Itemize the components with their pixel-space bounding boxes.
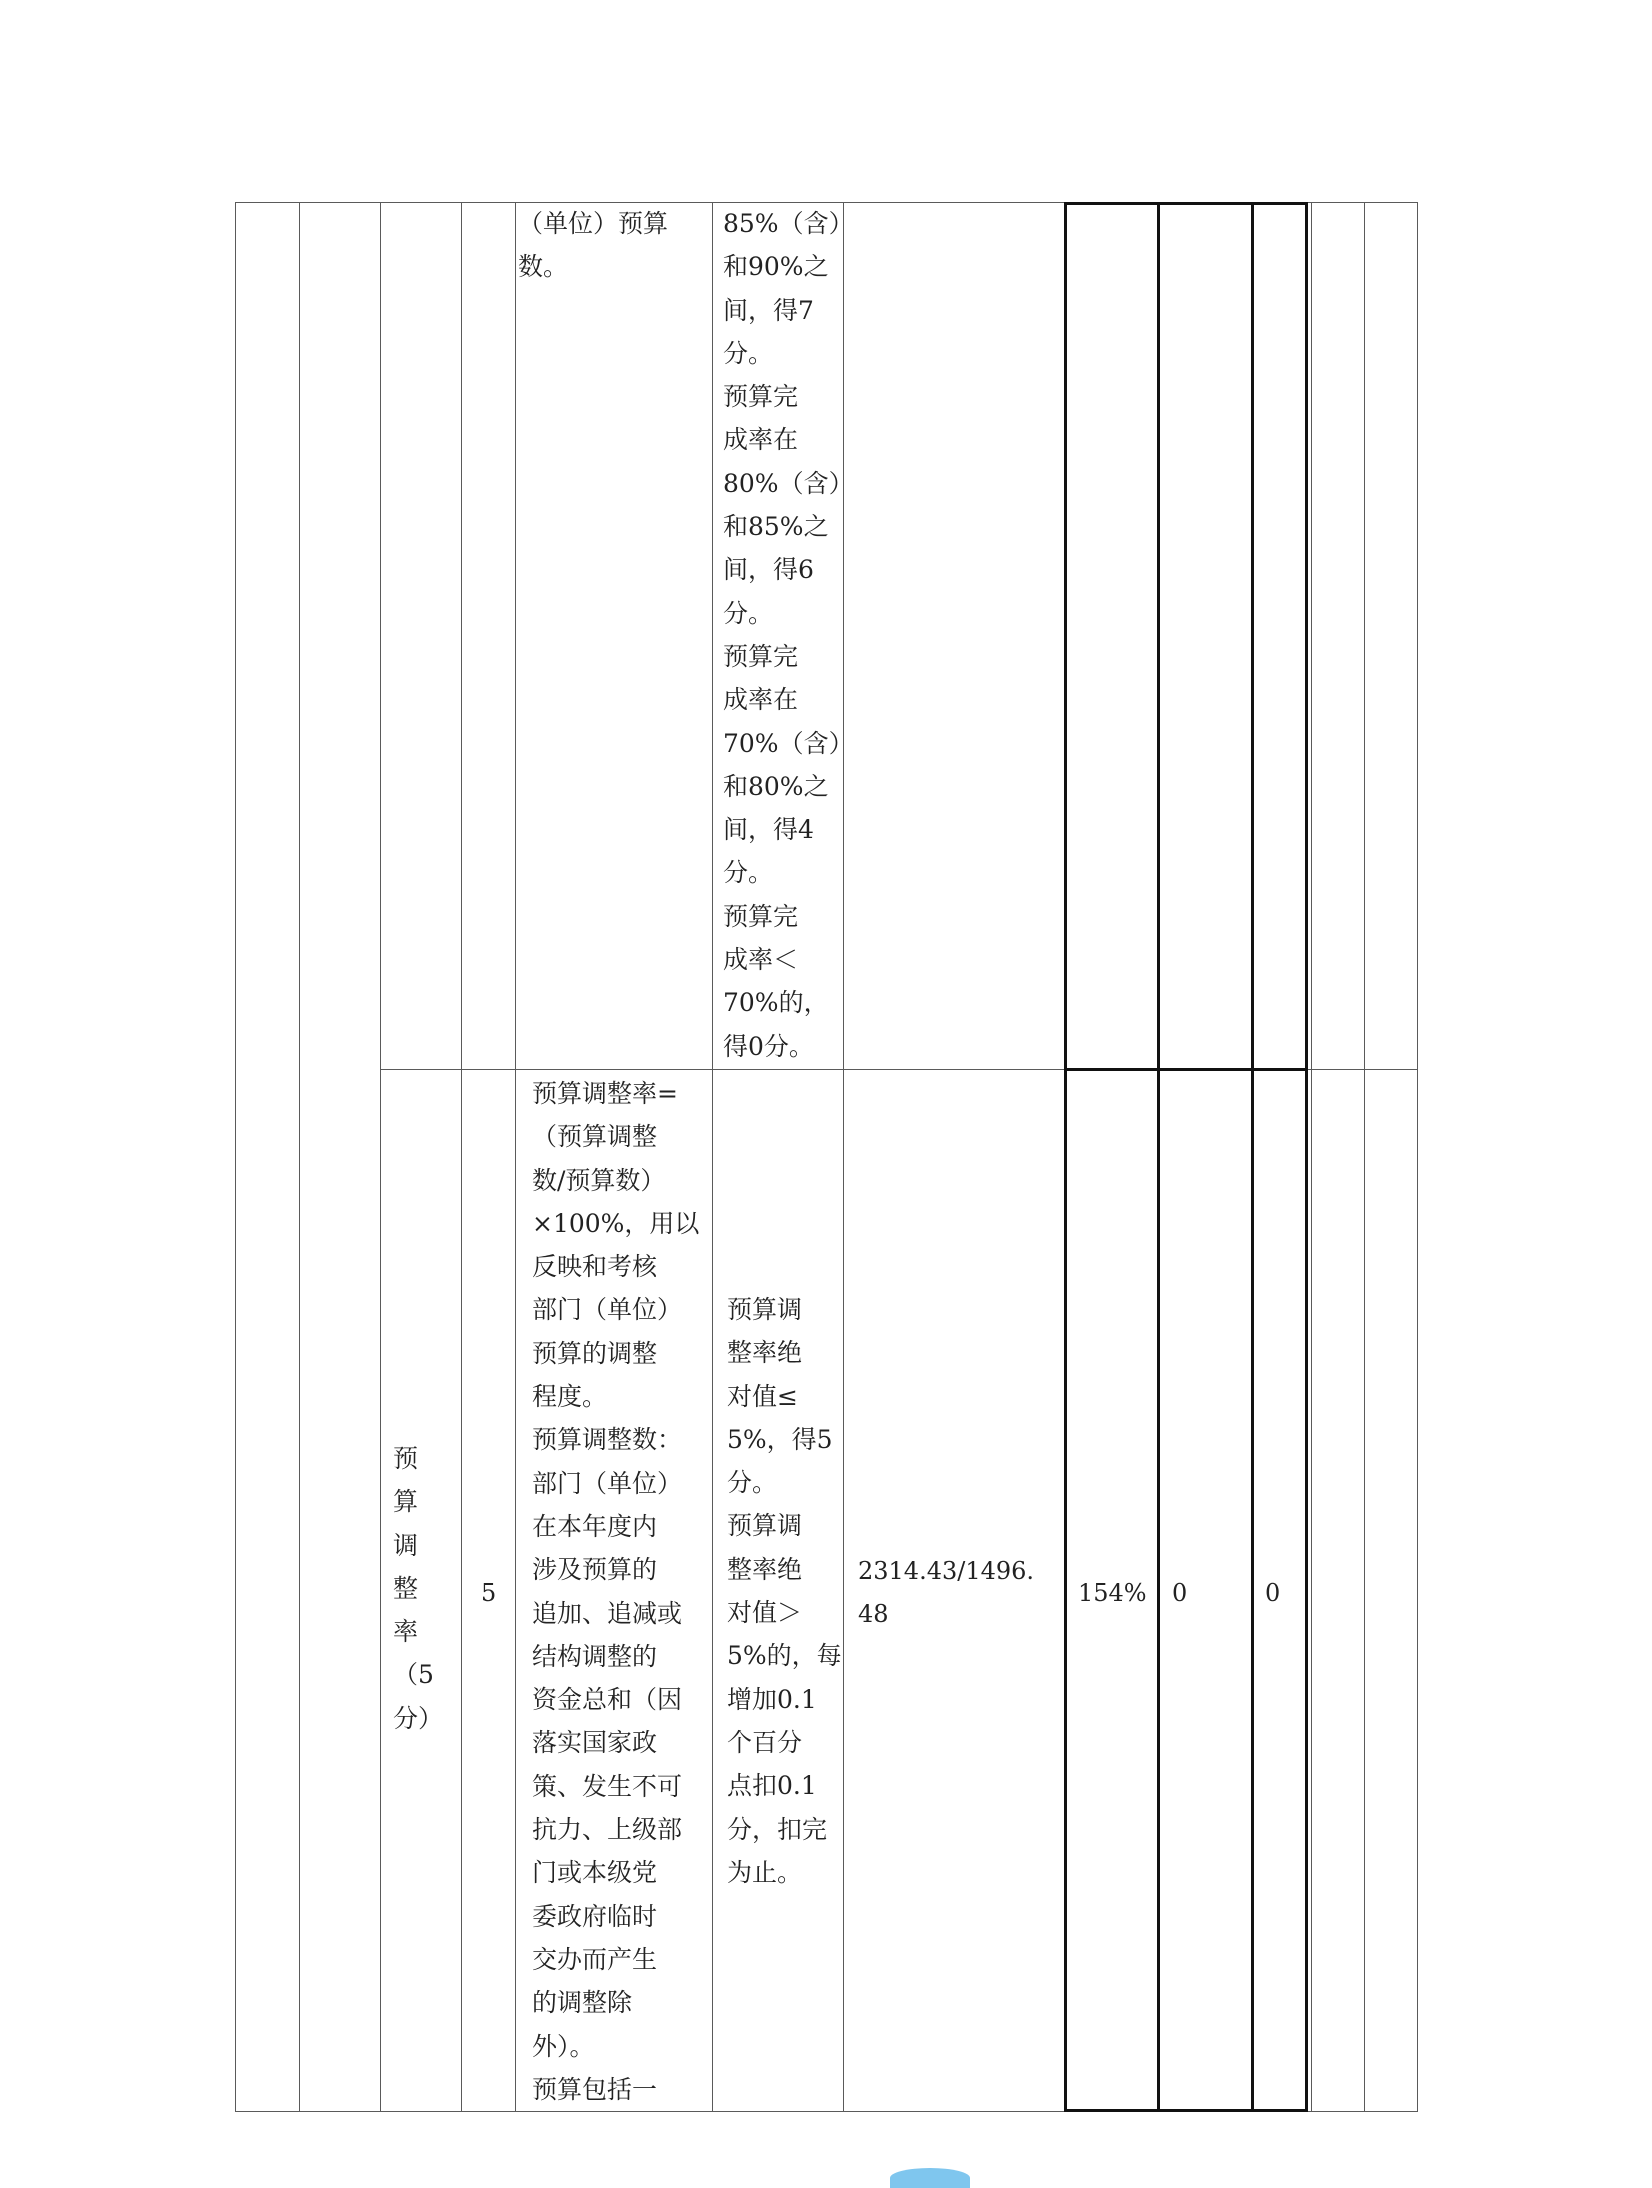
row2-indicator-cell: 预 算 调 整 率 （5 分） xyxy=(393,1444,444,1733)
highlight-border xyxy=(1064,2109,1308,2112)
highlight-border xyxy=(1064,202,1067,2112)
column-divider xyxy=(515,202,516,2112)
row1-formula-cell: （单位）预算 数。 xyxy=(518,209,669,282)
table-border-right xyxy=(1417,202,1418,2112)
row2-data-cell: 2314.43/1496. 48 xyxy=(858,1557,1035,1628)
row2-weight-cell: 5 xyxy=(481,1579,497,1607)
row2-rate-cell: 154% xyxy=(1078,1579,1147,1607)
highlight-border xyxy=(1305,202,1308,2112)
row2-score-b-cell: 0 xyxy=(1265,1579,1281,1607)
highlight-border xyxy=(1064,202,1308,205)
row2-formula-cell: 预算调整率= （预算调整 数/预算数） ×100%，用以 反映和考核 部门（单位） 预算的调整 程度。 预算调整数： 部门（单位） 在本年度内 涉及预算的 追加、追减或 结构调整的 资金总和（因 落实国家政 策、发生不可 抗力、上级部 门或本级党 委政府临时 交办而产生 的调整除 外）。 预算包括一 xyxy=(532,1079,700,2104)
column-divider xyxy=(1311,202,1312,2112)
table-border-left xyxy=(235,202,236,2112)
row1-criteria-cell: 85%（含） 和90%之 间，得7 分。 预算完 成率在 80%（含） 和85%之 间，得6 分。 预算完 成率在 70%（含） 和80%之 间，得4 分。 预算完 成率＜ 70%的， 得0分。 xyxy=(723,209,854,1061)
row2-score-a-cell: 0 xyxy=(1172,1579,1188,1607)
column-divider xyxy=(380,202,381,2112)
page-corner-mark xyxy=(890,2168,970,2188)
highlight-border xyxy=(1157,202,1160,2112)
highlight-border xyxy=(1251,202,1254,2112)
column-divider xyxy=(1364,202,1365,2112)
column-divider xyxy=(299,202,300,2112)
highlight-border xyxy=(1064,1068,1308,1071)
column-divider xyxy=(712,202,713,2112)
column-divider xyxy=(461,202,462,2112)
row2-criteria-cell: 预算调 整率绝 对值≤ 5%，得5 分。 预算调 整率绝 对值＞ 5%的，每 增加0.1 个百分 点扣0.1 分，扣完 为止。 xyxy=(727,1295,842,1887)
